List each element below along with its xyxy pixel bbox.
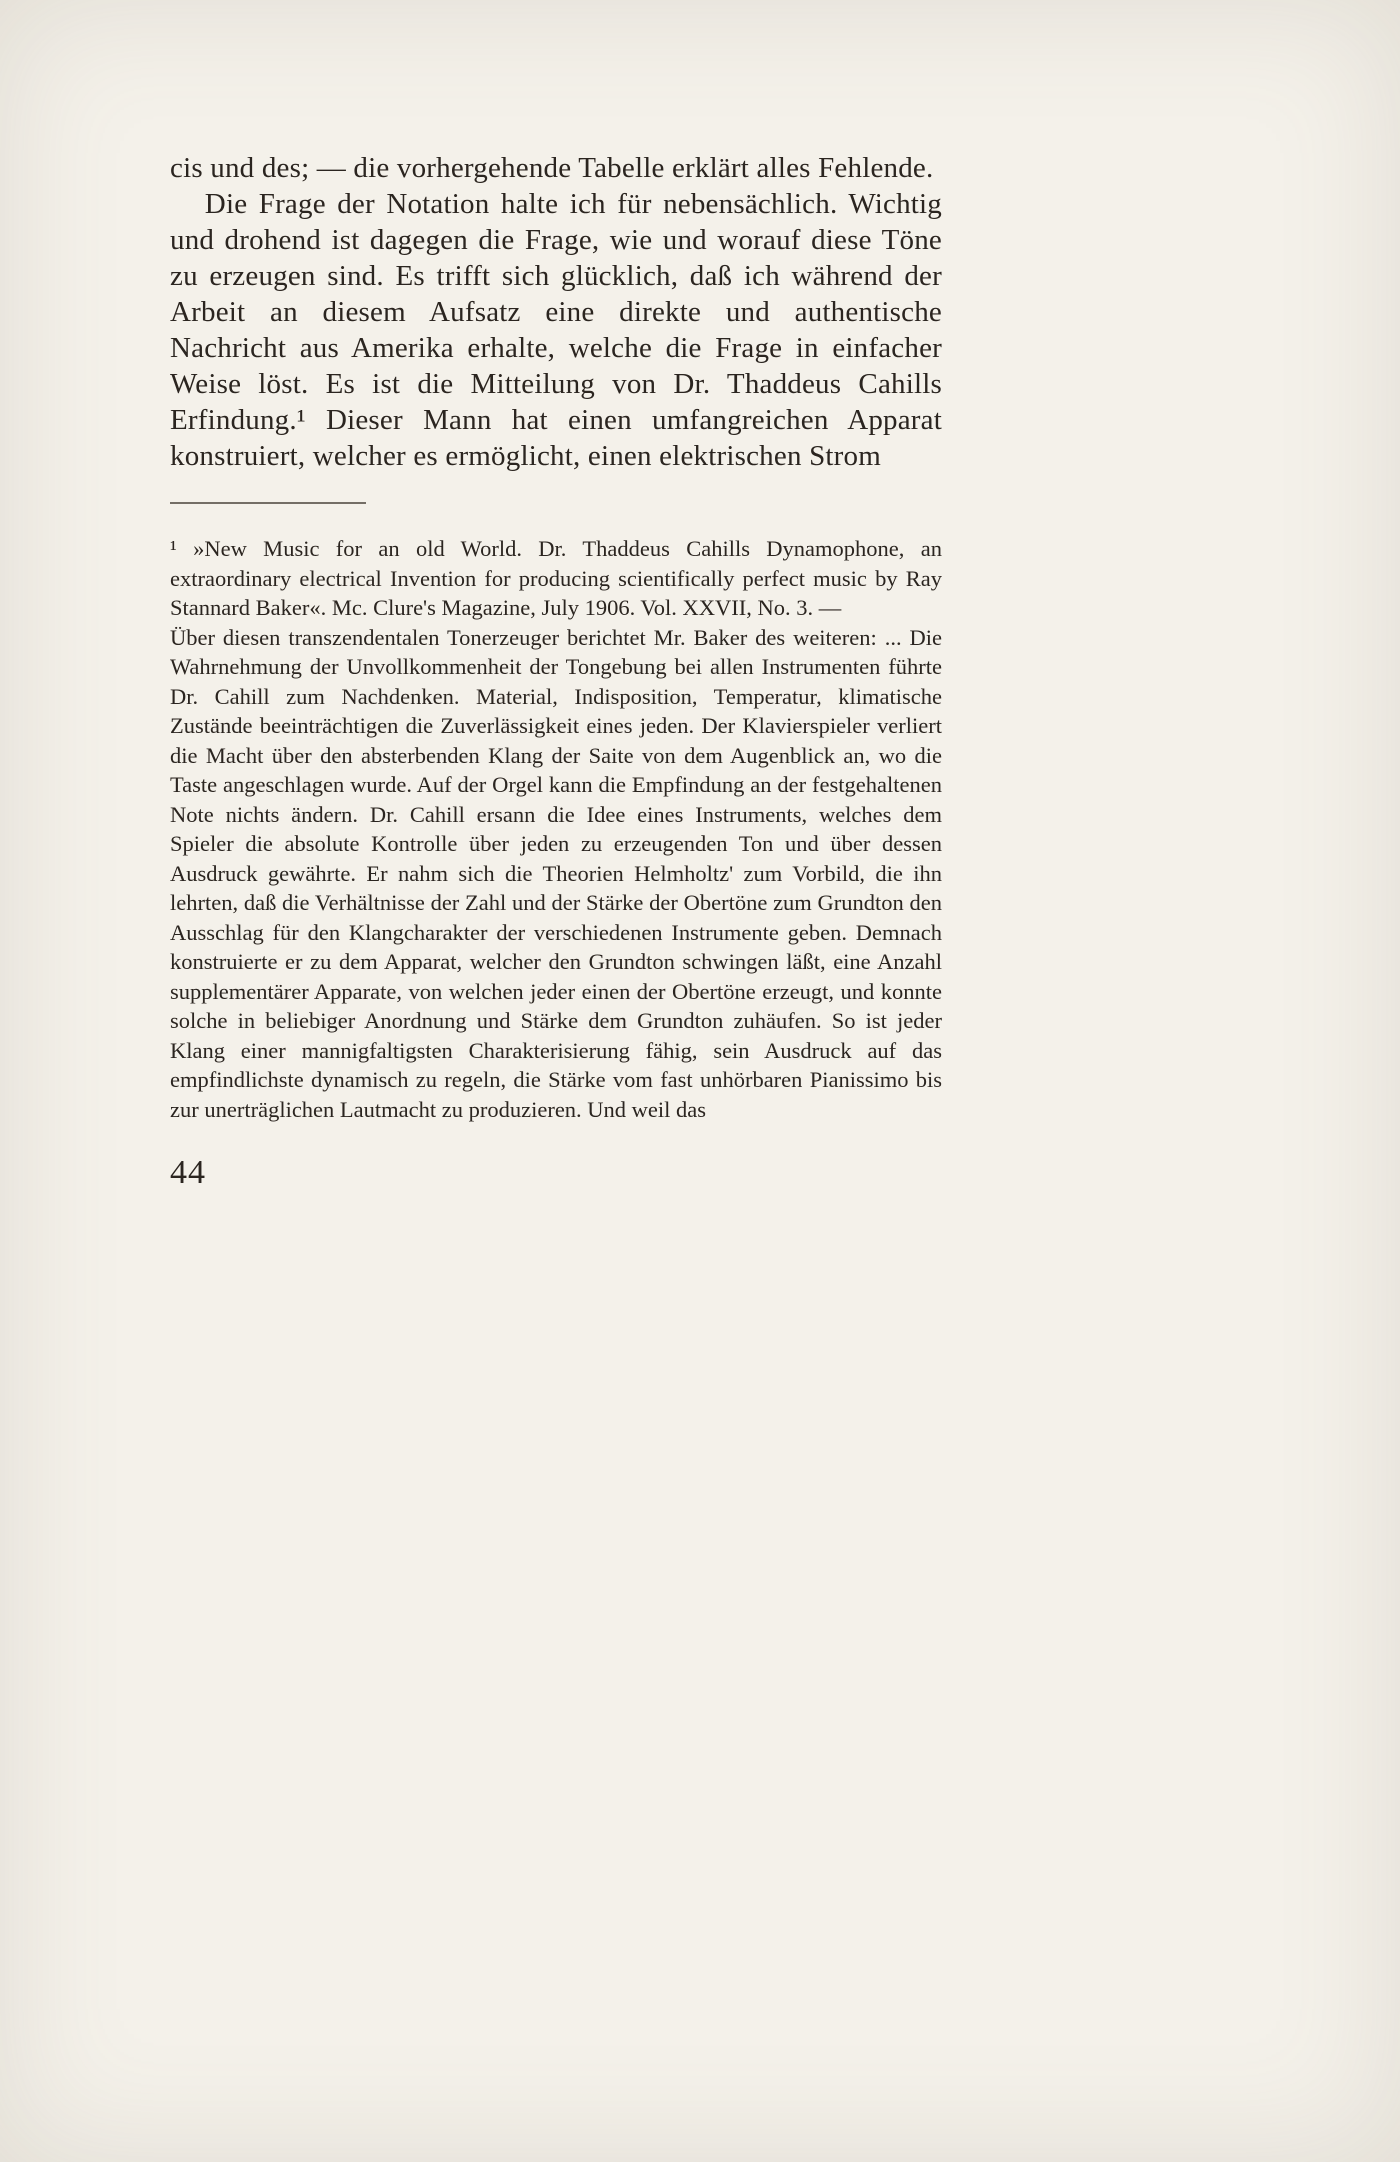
main-paragraph: cis und des; — die vorhergehende Tabelle erklärt alles Fehlende.: [170, 152, 934, 184]
footnote-commentary: Über diesen transzendentalen Tonerzeuger berichtet Mr. Baker des weiteren: ... Die Wahrnehmung der Unvollkommenheit der Tongebung bei allen Instrumenten führte Dr. Cahill zum Nachdenken. Material, Indisposition, Temperatur, klimatische Zustände beeinträchtigen die Zuverlässigkeit eines jeden. Der Klavierspieler verliert die Macht über den absterbenden Klang der Saite von dem Augenblick an, wo die Taste angeschlagen wurde. Auf der Orgel kann die Empfindung an der festgehaltenen Note nichts ändern. Dr. Cahill ersann die Idee eines Instruments, welches dem Spieler die absolute Kontrolle über jeden zu erzeugenden Ton und über dessen Ausdruck gewährte. Er nahm sich die Theorien Helmholtz' zum Vorbild, die ihn lehrten, daß die Verhältnisse der Zahl und der Stärke der Obertöne zum Grundton den Ausschlag für den Klangcharakter der verschiedenen Instrumente geben. Demnach konstruierte er zu dem Apparat, welcher den Grundton schwingen läßt, eine Anzahl supplementärer Apparate, von welchen jeder einen der Obertöne erzeugt, und konnte solche in beliebiger Anordnung und Stärke dem Grundton zuhäufen. So ist jeder Klang einer mannigfaltigsten Charakterisierung fähig, sein Ausdruck auf das empfindlichste dynamisch zu regeln, die Stärke vom fast unhörbaren Pianissimo bis zur unerträglichen Lautmacht zu produzieren. Und weil das: [170, 624, 942, 1122]
footnote: [170, 534, 942, 1124]
page-number: 44: [170, 1154, 206, 1191]
footnote-citation: ¹ »New Music for an old World. Dr. Thaddeus Cahills Dynamophone, an extraordinary electrical Invention for producing scientifically perfect music by Ray Stannard Baker«. Mc. Clure's Magazine, July 1906. Vol. XXVII, No. 3. —: [170, 536, 942, 620]
footnote-separator: [170, 502, 366, 504]
text-block: [170, 150, 942, 1190]
main-paragraph: Die Frage der Notation halte ich für nebensächlich. Wichtig und drohend ist dagegen die Frage, wie und worauf diese Töne zu erzeugen sind. Es trifft sich glücklich, daß ich während der Arbeit an diesem Aufsatz eine direkte und authentische Nachricht aus Amerika erhalte, welche die Frage in einfacher Weise löst. Es ist die Mitteilung von Dr. Thaddeus Cahills Erfindung.¹ Dieser Mann hat einen umfangreichen Apparat konstruiert, welcher es ermöglicht, einen elektrischen Strom: [170, 188, 942, 472]
